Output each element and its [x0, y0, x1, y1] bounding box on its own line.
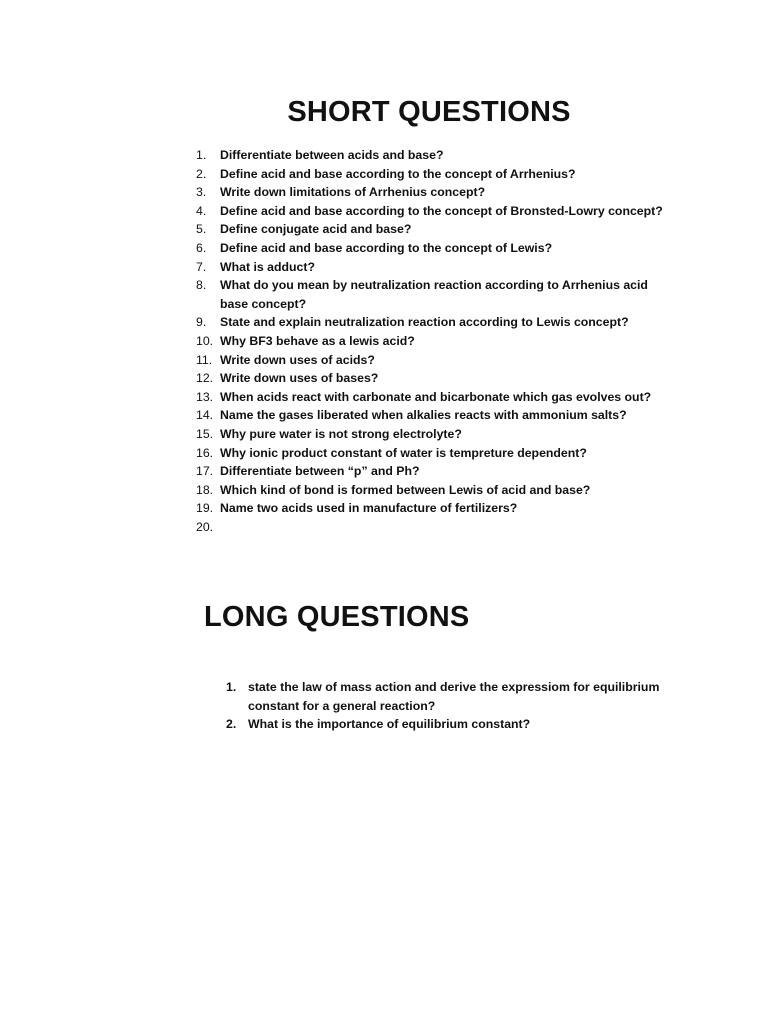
- item-number: 2.: [196, 166, 207, 181]
- question-text: What do you mean by neutralization reaction according to Arrhenius acid base concept?: [220, 278, 648, 311]
- list-item: [196, 351, 676, 370]
- item-number: 15.: [196, 426, 214, 441]
- list-item: [196, 146, 676, 165]
- question-text: When acids react with carbonate and bicarbonate which gas evolves out?: [220, 389, 652, 404]
- item-number: 1.: [196, 148, 207, 162]
- question-text: Differentiate between “p” and Ph?: [220, 464, 420, 479]
- question-text: Define acid and base according to the concept of Arrhenius?: [220, 166, 576, 181]
- list-item: [196, 202, 676, 221]
- item-number: 20.: [196, 519, 214, 534]
- list-item: [196, 444, 676, 463]
- list-item: [196, 183, 676, 202]
- question-text: What is the importance of equilibrium constant?: [248, 717, 531, 732]
- list-item: [196, 276, 676, 313]
- list-item: [196, 332, 676, 351]
- item-number: 19.: [196, 501, 214, 516]
- short-questions-list: [196, 146, 676, 534]
- long-questions-list: [226, 678, 666, 734]
- list-item: [196, 406, 676, 425]
- question-text: Define acid and base according to the concept of Bronsted-Lowry concept?: [220, 203, 663, 218]
- list-item: [196, 388, 676, 407]
- question-text: Differentiate between acids and base?: [220, 148, 444, 162]
- short-questions-heading: SHORT QUESTIONS: [287, 96, 571, 128]
- item-number: 16.: [196, 445, 214, 460]
- item-number: 14.: [196, 408, 214, 423]
- question-text: Write down uses of bases?: [220, 371, 379, 386]
- item-number: 9.: [196, 315, 207, 330]
- item-number: 17.: [196, 464, 214, 479]
- question-text: Name two acids used in manufacture of fertilizers?: [220, 501, 518, 516]
- list-item: [196, 239, 676, 258]
- item-number: 13.: [196, 389, 214, 404]
- item-number: 7.: [196, 259, 207, 274]
- list-item: [226, 715, 666, 734]
- list-item: [226, 678, 666, 715]
- question-text: Why ionic product constant of water is tempreture dependent?: [220, 445, 587, 460]
- list-item: [196, 369, 676, 388]
- item-number: 2.: [226, 717, 237, 732]
- question-text: state the law of mass action and derive the expressiom for equilibrium constant for a general reaction?: [248, 680, 660, 713]
- list-item: [196, 220, 676, 239]
- question-text: Which kind of bond is formed between Lewis of acid and base?: [220, 482, 591, 497]
- item-number: 1.: [226, 680, 237, 694]
- list-item: [196, 258, 676, 277]
- item-number: 5.: [196, 222, 207, 237]
- item-number: 12.: [196, 371, 214, 386]
- list-item: [196, 481, 676, 500]
- question-text: What is adduct?: [220, 259, 315, 274]
- long-questions-heading: LONG QUESTIONS: [204, 601, 470, 633]
- list-item: [196, 499, 676, 518]
- question-text: Why pure water is not strong electrolyte?: [220, 426, 462, 441]
- question-text: Define acid and base according to the concept of Lewis?: [220, 240, 553, 255]
- item-number: 6.: [196, 240, 207, 255]
- item-number: 4.: [196, 203, 207, 218]
- item-number: 10.: [196, 333, 214, 348]
- list-item: [196, 165, 676, 184]
- question-text: Write down limitations of Arrhenius concept?: [220, 185, 486, 200]
- question-text: Name the gases liberated when alkalies reacts with ammonium salts?: [220, 408, 627, 423]
- item-number: 8.: [196, 278, 207, 293]
- list-item: [196, 462, 676, 481]
- item-number: 18.: [196, 482, 214, 497]
- question-text: Write down uses of acids?: [220, 352, 375, 367]
- item-number: 11.: [196, 352, 213, 367]
- question-text: State and explain neutralization reaction according to Lewis concept?: [220, 315, 629, 330]
- list-item: [196, 313, 676, 332]
- question-text: Define conjugate acid and base?: [220, 222, 412, 237]
- item-number: 3.: [196, 185, 207, 200]
- question-text: Why BF3 behave as a lewis acid?: [220, 333, 415, 348]
- list-item: [196, 425, 676, 444]
